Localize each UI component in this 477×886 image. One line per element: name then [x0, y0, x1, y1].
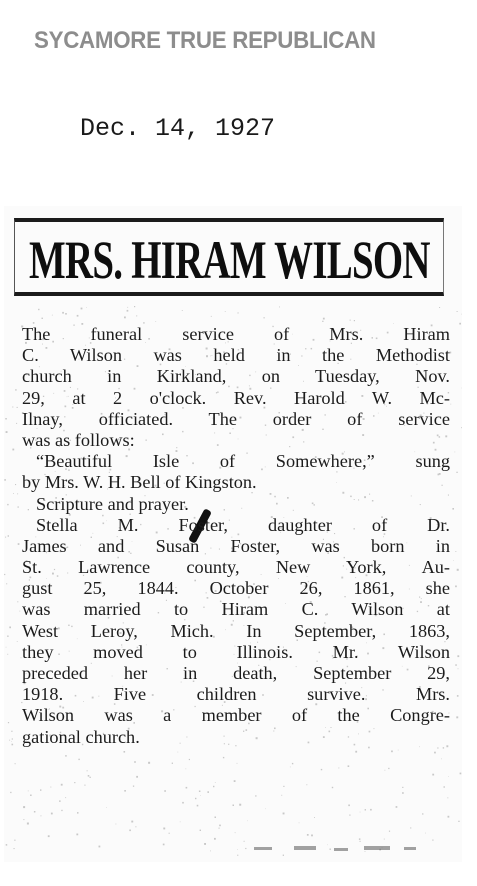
article-line: Stella M. Foster, daughter of Dr. [36, 514, 450, 535]
article-line: Wilson was a member of the Congre- [22, 705, 450, 726]
article-line: 1918. Five children survive. Mrs. [22, 684, 450, 705]
article-line: “Beautiful Isle of Somewhere,” sung [36, 451, 450, 472]
article-line: Ilnay, officiated. The order of service [22, 408, 450, 429]
article-body [22, 324, 450, 748]
article-line: Scripture and prayer. [36, 493, 189, 514]
article-line: 29, at 2 o'clock. Rev. Harold W. Mc- [22, 387, 450, 408]
article-line: gational church. [22, 726, 140, 747]
article-line: preceded her in death, September 29, [22, 663, 450, 683]
headline-box [14, 218, 444, 296]
cut-off-bottom-edge [4, 843, 462, 862]
article-line: they moved to Illinois. Mr. Wilson [22, 641, 450, 662]
article-line: by Mrs. W. H. Bell of Kingston. [22, 472, 257, 493]
article-line: The funeral service of Mrs. Hiram [22, 324, 450, 344]
article-line: was as follows: [22, 429, 135, 450]
clipping-date: Dec. 14, 1927 [80, 114, 276, 143]
article-line: St. Lawrence county, New York, Au- [22, 557, 450, 578]
article-line: gust 25, 1844. October 26, 1861, she [22, 578, 450, 599]
article-headline: MRS. HIRAM WILSON [29, 230, 430, 290]
newspaper-name-stamp: SYCAMORE TRUE REPUBLICAN [34, 27, 376, 54]
newspaper-clipping [4, 206, 462, 862]
article-line: C. Wilson was held in the Methodist [22, 345, 450, 366]
article-line: James and Susan Foster, was born in [22, 535, 450, 556]
article-line: church in Kirkland, on Tuesday, Nov. [22, 366, 450, 387]
article-line: was married to Hiram C. Wilson at [22, 599, 450, 620]
article-line: West Leroy, Mich. In September, 1863, [22, 620, 450, 641]
